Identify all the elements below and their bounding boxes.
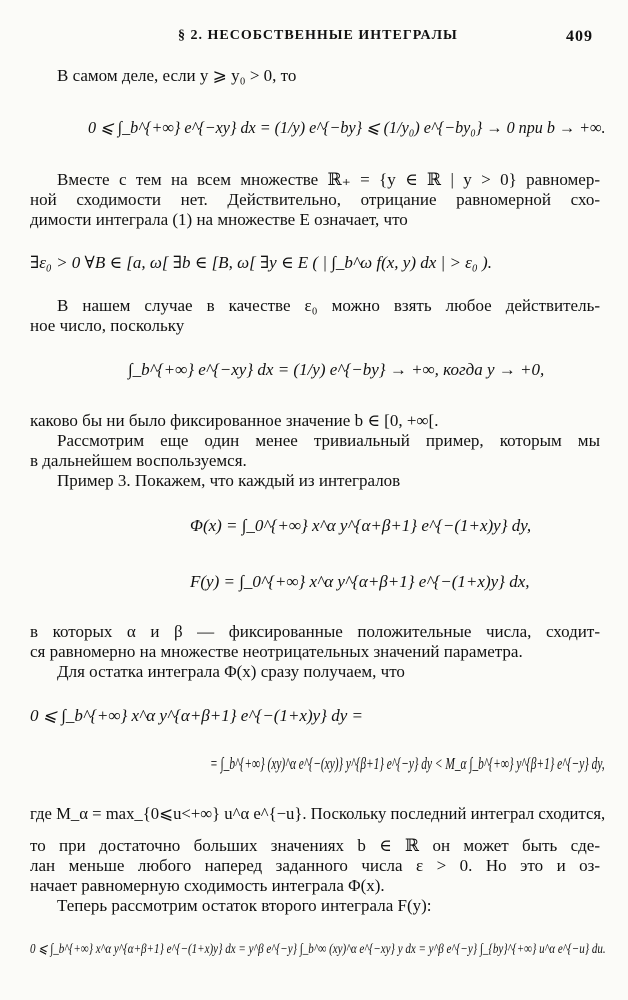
equation: 0 ⩽ ∫_b^{+∞} e^{−xy} dx = (1/y) e^{−by} ⩽ (1/y₀) e^{−by₀} → 0 при b → +∞. — [88, 118, 606, 137]
equation: ∃ε₀ > 0 ∀B ∈ [a, ω[ ∃b ∈ [B, ω[ ∃y ∈ E ( | ∫_b^ω f(x, y) dx | > ε₀ ). — [30, 253, 492, 272]
paragraph-line: то при достаточно больших значениях b ∈ ℝ он может быть сде- — [30, 836, 600, 855]
paragraph-line: Теперь рассмотрим остаток второго интеграла F(y): — [57, 896, 432, 915]
paragraph-line: Вместе с тем на всем множестве ℝ₊ = {y ∈ ℝ | y > 0} равномер- — [57, 170, 600, 189]
paragraph-line: где M_α = max_{0⩽u<+∞} u^α e^{−u}. Поскольку последний интеграл сходится, — [30, 804, 606, 823]
equation: = ∫_b^{+∞} (xy)^α e^{−(xy)} y^{β+1} e^{−y} dy < M_α ∫_b^{+∞} y^{β+1} e^{−y} dy, — [210, 754, 605, 773]
equation: 0 ⩽ ∫_b^{+∞} x^α y^{α+β+1} e^{−(1+x)y} dx = y^β e^{−y} ∫_b^∞ (xy)^α e^{−xy} y dx = y^β e^{−y} ∫_{by}^{+∞} u^α e^{−u} du. — [30, 942, 606, 957]
paragraph-line: начает равномерную сходимость интеграла Φ(x). — [30, 876, 385, 895]
paragraph-line: ной сходимости нет. Действительно, отрицание равномерной схо- — [30, 190, 600, 209]
equation: 0 ⩽ ∫_b^{+∞} x^α y^{α+β+1} e^{−(1+x)y} dy = — [30, 706, 363, 725]
paragraph-line: ное число, поскольку — [30, 316, 185, 335]
paragraph-line: в которых α и β — фиксированные положительные числа, сходит- — [30, 622, 600, 641]
paragraph-line: димости интеграла (1) на множестве E означает, что — [30, 210, 408, 229]
example-heading: Пример 3. Покажем, что каждый из интегралов — [57, 471, 401, 490]
page-number: 409 — [566, 28, 593, 45]
paragraph-line: каково бы ни было фиксированное значение b ∈ [0, +∞[. — [30, 411, 439, 430]
equation: ∫_b^{+∞} e^{−xy} dx = (1/y) e^{−by} → +∞, когда y → +0, — [128, 360, 545, 379]
paragraph-line: Для остатка интеграла Φ(x) сразу получаем, что — [57, 662, 405, 681]
paragraph-line: В самом деле, если y ⩾ y₀ > 0, то — [57, 66, 297, 85]
paragraph-line: в дальнейшем воспользуемся. — [30, 451, 247, 470]
equation: F(y) = ∫_0^{+∞} x^α y^{α+β+1} e^{−(1+x)y} dx, — [190, 572, 530, 591]
paragraph-line: ся равномерно на множестве неотрицательных значений параметра. — [30, 642, 523, 661]
paragraph-line: лан меньше любого наперед заданного числа ε > 0. Но это и оз- — [30, 856, 600, 875]
equation: Φ(x) = ∫_0^{+∞} x^α y^{α+β+1} e^{−(1+x)y} dy, — [190, 516, 532, 535]
section-title: § 2. НЕСОБСТВЕННЫЕ ИНТЕГРАЛЫ — [178, 28, 458, 43]
paragraph-line: В нашем случае в качестве ε₀ можно взять любое действитель- — [57, 296, 600, 315]
paragraph-line: Рассмотрим еще один менее тривиальный пример, которым мы — [57, 431, 600, 450]
